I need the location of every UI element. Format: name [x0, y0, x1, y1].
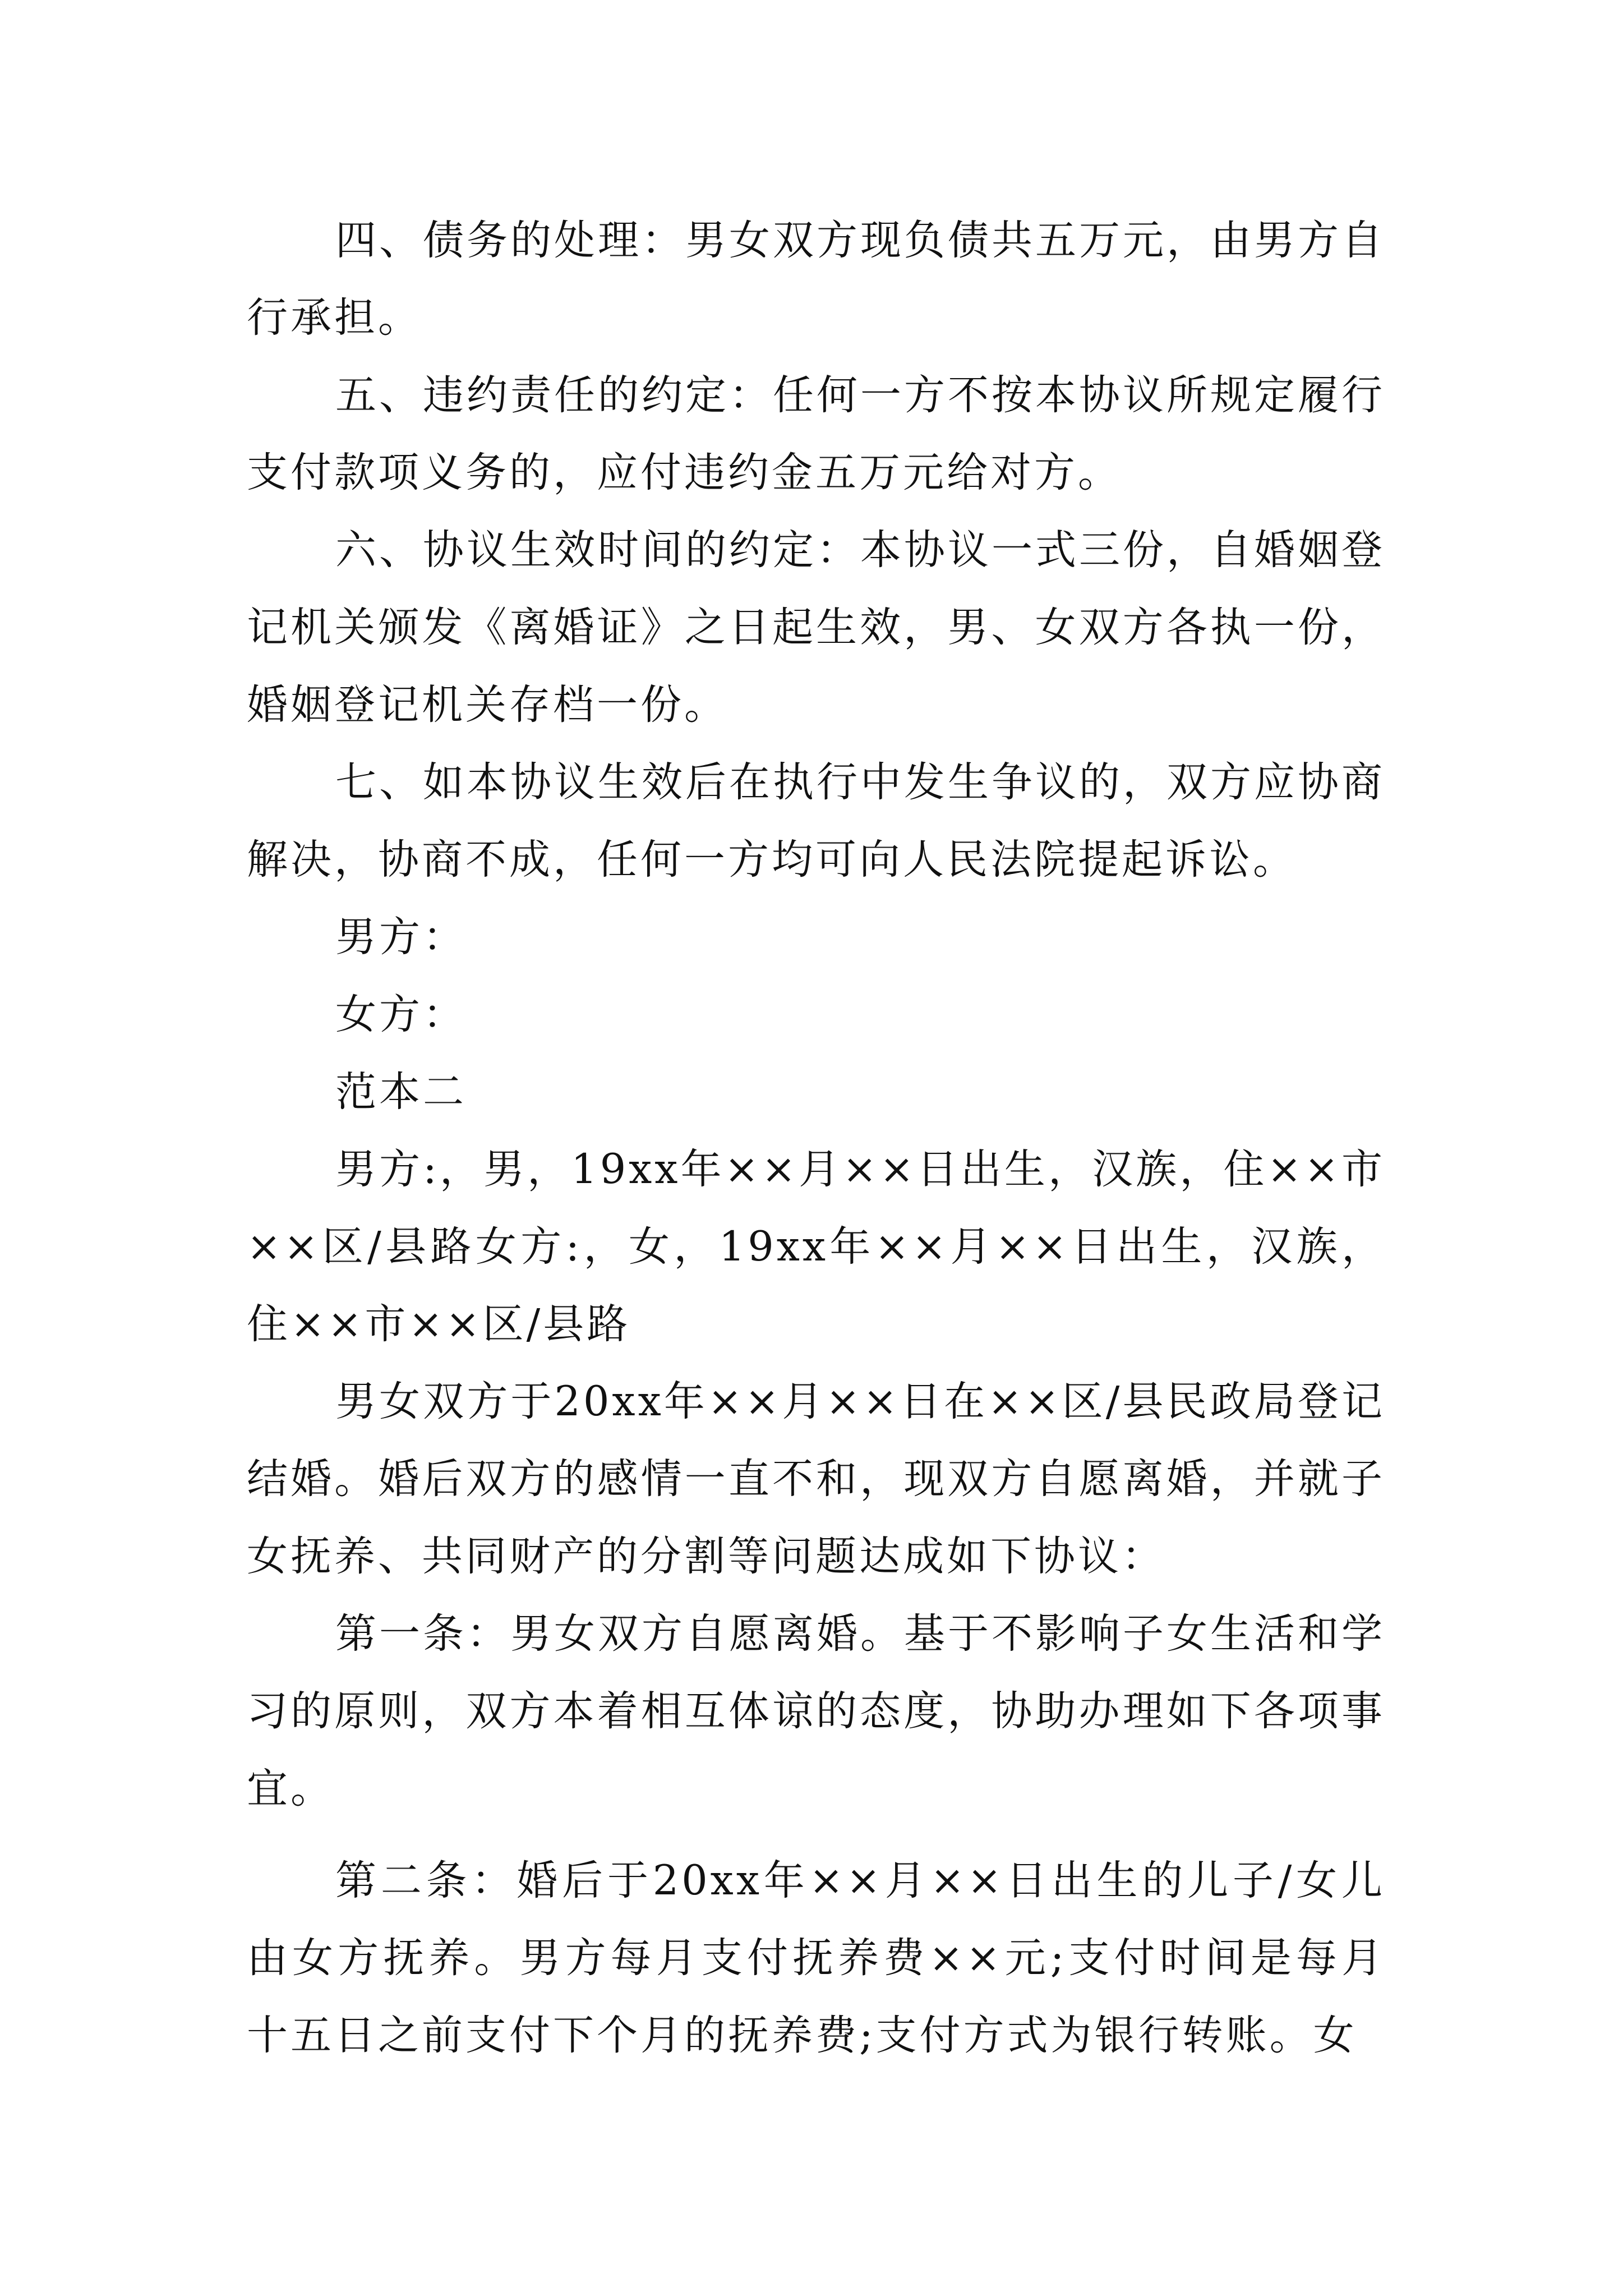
signature-male-party: 男方： — [335, 913, 467, 961]
marriage-registration-statement: 男女双方于20xx年××月××日在××区/县民政局登记结婚。婚后双方的感情一直不和，现双方自愿离婚，并就子女抚养、共同财产的分割等问题达成如下协议： — [247, 1378, 1385, 1580]
clause-effective-time: 六、协议生效时间的约定：本协议一式三份，自婚姻登记机关颁发《离婚证》之日起生效，男、女双方各执一份，婚姻登记机关存档一份。 — [247, 526, 1385, 729]
section-heading-template-two: 范本二 — [335, 1068, 467, 1116]
clause-breach-liability: 五、违约责任的约定：任何一方不按本协议所规定履行支付款项义务的，应付违约金五万元给对方。 — [247, 371, 1385, 496]
parties-information: 男方:，男，19xx年××月××日出生，汉族，住××市××区/县路女方:，女，19xx年××月××日出生，汉族，住××市××区/县路 — [247, 1145, 1385, 1348]
document-body — [247, 202, 1385, 2074]
clause-debt-handling: 四、债务的处理：男女双方现负债共五万元，由男方自行承担。 — [247, 217, 1385, 342]
clause-dispute-resolution: 七、如本协议生效后在执行中发生争议的，双方应协商解决，协商不成，任何一方均可向人民法院提起诉讼。 — [247, 758, 1385, 884]
article-two: 第二条：婚后于20xx年××月××日出生的儿子/女儿由女方抚养。男方每月支付抚养费××元;支付时间是每月十五日之前支付下个月的抚养费;支付方式为银行转账。女 — [247, 1857, 1385, 2059]
article-one: 第一条：男女双方自愿离婚。基于不影响子女生活和学习的原则，双方本着相互体谅的态度，协助办理如下各项事宜。 — [247, 1610, 1385, 1812]
signature-female-party: 女方： — [335, 991, 467, 1038]
